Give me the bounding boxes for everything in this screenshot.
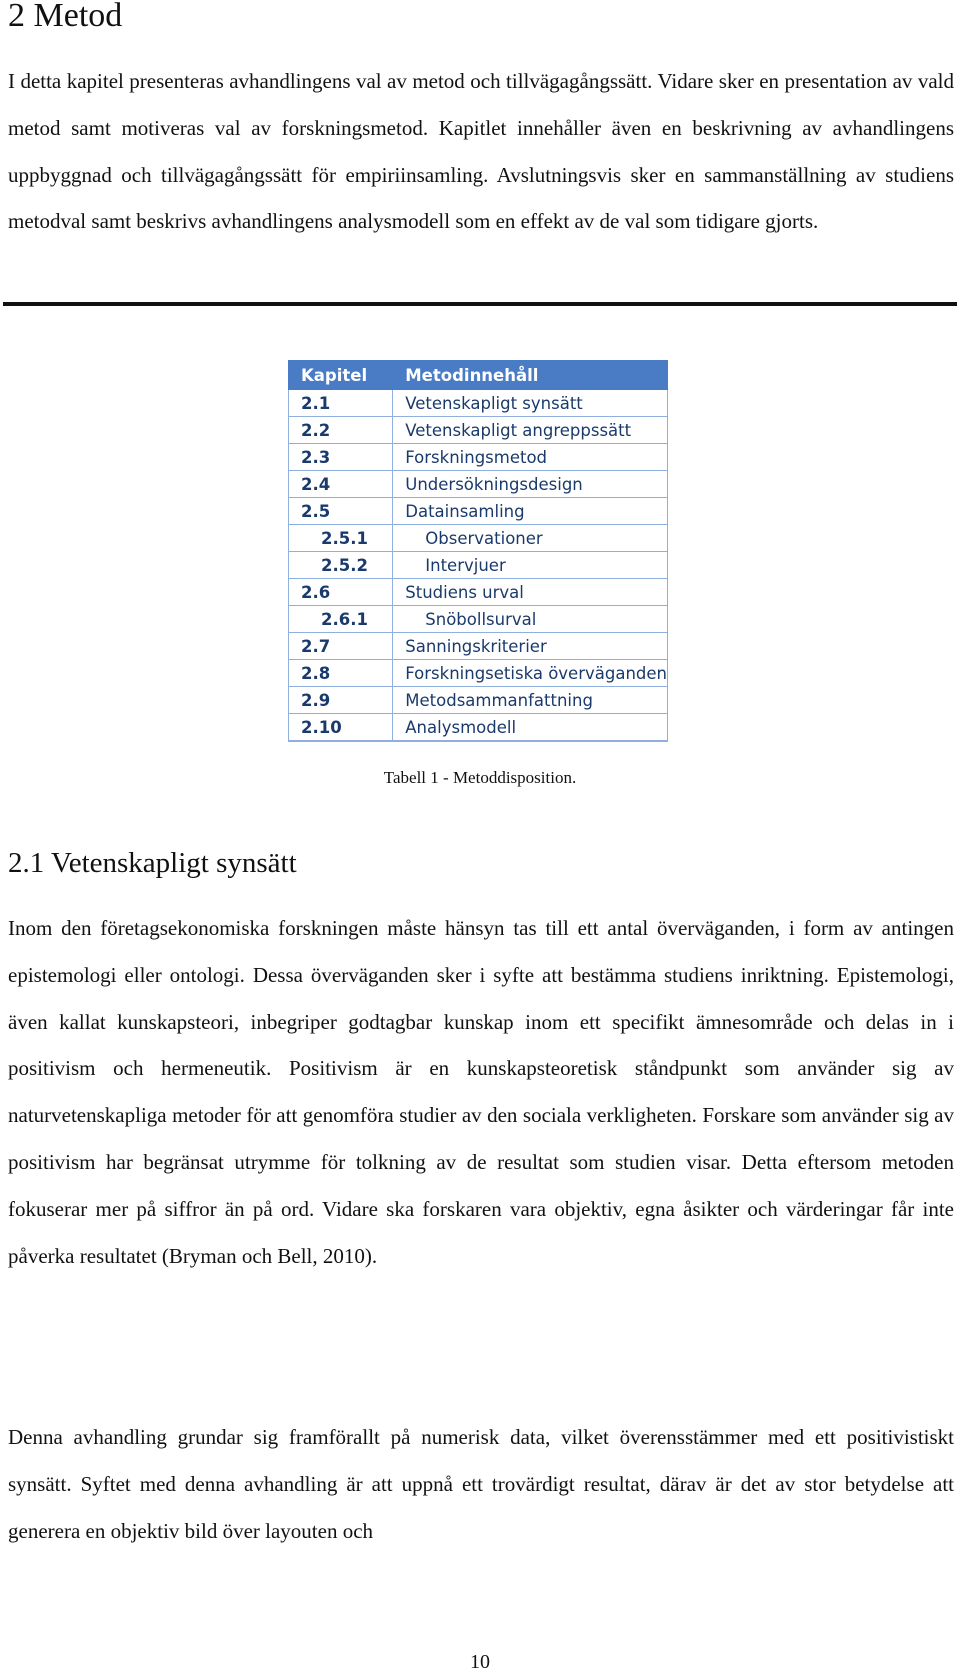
chapter-number: 2.10 — [289, 714, 393, 742]
horizontal-divider — [3, 302, 957, 306]
table-row — [289, 579, 668, 606]
chapter-content: Forskningsetiska överväganden — [393, 660, 668, 687]
chapter-content: Analysmodell — [393, 714, 668, 742]
chapter-content: Studiens urval — [393, 579, 668, 606]
table-row — [289, 687, 668, 714]
table-row — [289, 633, 668, 660]
chapter-content: Observationer — [393, 525, 668, 552]
intro-paragraph: I detta kapitel presenteras avhandlingens val av metod och tillvägagångssätt. Vidare sker en presentation av vald metod samt motiveras val av forskningsmetod. Kapitlet innehåller även en beskrivning av avhandlingens uppbyggnad och tillvägagångssätt för empiriinsamling. Avslutningsvis sker en sammanställning av studiens metodval samt beskrivs avhandlingens analysmodell som en effekt av de val som tidigare gjorts. — [8, 69, 954, 234]
table-row — [289, 525, 668, 552]
chapter-number: 2.9 — [289, 687, 393, 714]
chapter-content: Forskningsmetod — [393, 444, 668, 471]
chapter-heading: 2 Metod — [8, 0, 123, 34]
table-header-metodinnehall: Metodinnehåll — [393, 361, 668, 390]
chapter-content: Vetenskapligt synsätt — [393, 390, 668, 417]
chapter-content: Datainsamling — [393, 498, 668, 525]
chapter-content: Snöbollsurval — [393, 606, 668, 633]
table-row — [289, 714, 668, 742]
chapter-number: 2.7 — [289, 633, 393, 660]
chapter-number: 2.5.1 — [289, 525, 393, 552]
table-header-kapitel: Kapitel — [289, 361, 393, 390]
page-number: 10 — [470, 1651, 490, 1673]
chapter-number: 2.3 — [289, 444, 393, 471]
chapter-content: Vetenskapligt angreppssätt — [393, 417, 668, 444]
table-header-row — [289, 361, 668, 390]
chapter-number: 2.6.1 — [289, 606, 393, 633]
chapter-number: 2.5 — [289, 498, 393, 525]
table-row — [289, 390, 668, 417]
section-paragraph: Inom den företagsekonomiska forskningen måste hänsyn tas till ett antal överväganden, i form av antingen epistemologi eller ontologi. Dessa överväganden sker i syfte att bestämma studiens inriktning. Epistemologi, även kallat kunskapsteori, inbegriper godtagbar kunskap inom ett specifikt ämnesområde och delas in i positivism och hermeneutik. Positivism är en kunskapsteoretisk ståndpunkt som använder sig av naturvetenskapliga metoder för att genomföra studier av den sociala verkligheten. Forskare som använder sig av positivism har begränsat utrymme för tolkning av de resultat som studien visar. Detta eftersom metoden fokuserar mer på siffror än på ord. Vidare ska forskaren vara objektiv, egna åsikter och värderingar får inte påverka resultatet (Bryman och Bell, 2010). — [8, 916, 954, 1268]
chapter-number: 2.2 — [289, 417, 393, 444]
table-row — [289, 471, 668, 498]
method-disposition-table — [288, 360, 668, 742]
chapter-number: 2.6 — [289, 579, 393, 606]
chapter-number: 2.1 — [289, 390, 393, 417]
table-row — [289, 606, 668, 633]
table-row — [289, 417, 668, 444]
chapter-number: 2.4 — [289, 471, 393, 498]
table-body — [289, 390, 668, 742]
table-caption: Tabell 1 - Metoddisposition. — [383, 768, 577, 787]
table-row — [289, 498, 668, 525]
table-row — [289, 552, 668, 579]
chapter-content: Undersökningsdesign — [393, 471, 668, 498]
table-row — [289, 444, 668, 471]
table-row — [289, 660, 668, 687]
chapter-content: Intervjuer — [393, 552, 668, 579]
chapter-number: 2.8 — [289, 660, 393, 687]
chapter-number: 2.5.2 — [289, 552, 393, 579]
chapter-content: Metodsammanfattning — [393, 687, 668, 714]
section-paragraph: Denna avhandling grundar sig framförallt på numerisk data, vilket överensstämmer med ett positivistiskt synsätt. Syftet med denna avhandling är att uppnå ett trovärdigt resultat, därav är det av stor betydelse att generera en objektiv bild över layouten och — [8, 1425, 954, 1543]
section-heading: 2.1 Vetenskapligt synsätt — [8, 847, 297, 879]
chapter-content: Sanningskriterier — [393, 633, 668, 660]
